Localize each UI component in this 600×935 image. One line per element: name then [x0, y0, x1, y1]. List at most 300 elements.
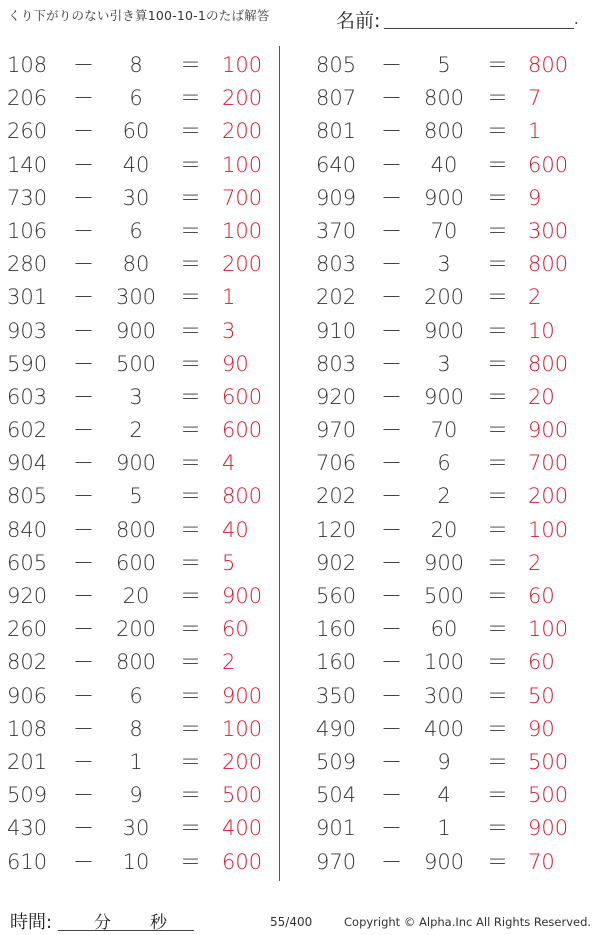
problem-row — [306, 514, 596, 547]
subtrahend: 300 — [115, 285, 157, 310]
equals-sign: ＝ — [487, 849, 508, 874]
answer: 20 — [528, 384, 555, 409]
problem-row — [0, 779, 278, 812]
subtrahend: 9 — [437, 749, 451, 774]
subtrahend: 60 — [430, 617, 458, 642]
minus-sign: － — [381, 716, 402, 741]
subtrahend: 800 — [115, 517, 157, 542]
equals-sign: ＝ — [180, 252, 201, 277]
problem-row — [306, 746, 596, 779]
page-number: 55/400 — [270, 915, 313, 929]
subtrahend: 8 — [129, 716, 143, 741]
minus-sign: － — [73, 318, 94, 343]
minuend: 350 — [316, 683, 357, 708]
minuend: 901 — [316, 816, 357, 841]
answer: 600 — [222, 384, 263, 409]
minus-sign: － — [73, 783, 94, 808]
answer: 70 — [528, 849, 555, 874]
minus-sign: － — [73, 550, 94, 575]
subtrahend: 900 — [115, 451, 157, 476]
equals-sign: ＝ — [180, 285, 201, 310]
subtrahend: 900 — [423, 318, 465, 343]
equals-sign: ＝ — [180, 351, 201, 376]
time-underline — [58, 930, 194, 931]
problem-row — [306, 613, 596, 646]
minuend: 490 — [316, 716, 357, 741]
problem-row — [0, 348, 278, 381]
minuend: 903 — [7, 318, 48, 343]
minute-label: 分 — [94, 913, 111, 933]
copyright: Copyright © Alpha.Inc All Rights Reserved. — [344, 915, 592, 929]
equals-sign: ＝ — [180, 451, 201, 476]
minuend: 301 — [7, 285, 48, 310]
minus-sign: － — [381, 86, 402, 111]
problem-row — [306, 381, 596, 414]
problem-row — [306, 779, 596, 812]
problem-row — [0, 281, 278, 314]
minus-sign: － — [73, 86, 94, 111]
subtrahend: 3 — [437, 252, 451, 277]
problem-row — [306, 812, 596, 845]
minus-sign: － — [73, 617, 94, 642]
answer: 60 — [528, 650, 555, 675]
equals-sign: ＝ — [180, 318, 201, 343]
subtrahend: 900 — [423, 849, 465, 874]
minus-sign: － — [381, 617, 402, 642]
minuend: 603 — [7, 384, 48, 409]
minuend: 106 — [7, 218, 48, 243]
column-divider — [279, 46, 280, 881]
problem-row — [0, 414, 278, 447]
subtrahend: 900 — [423, 384, 465, 409]
equals-sign: ＝ — [487, 53, 508, 77]
equals-sign: ＝ — [487, 185, 508, 210]
subtrahend: 3 — [437, 351, 451, 376]
equals-sign: ＝ — [180, 716, 201, 741]
answer: 500 — [528, 783, 569, 808]
problem-row — [0, 49, 278, 82]
answer: 40 — [222, 517, 249, 542]
subtrahend: 900 — [115, 318, 157, 343]
equals-sign: ＝ — [487, 152, 508, 177]
minus-sign: － — [381, 218, 402, 243]
equals-sign: ＝ — [487, 218, 508, 243]
answer: 800 — [528, 53, 569, 77]
minus-sign: － — [73, 119, 94, 144]
minus-sign: － — [73, 816, 94, 841]
minuend: 840 — [7, 517, 48, 542]
subtrahend: 900 — [423, 185, 465, 210]
minuend: 140 — [7, 152, 48, 177]
problem-row — [0, 315, 278, 348]
subtrahend: 30 — [122, 816, 150, 841]
problem-row — [0, 746, 278, 779]
equals-sign: ＝ — [487, 318, 508, 343]
equals-sign: ＝ — [487, 816, 508, 841]
subtrahend: 800 — [423, 86, 465, 111]
answer: 50 — [528, 683, 555, 708]
answer: 5 — [222, 550, 236, 575]
subtrahend: 200 — [115, 617, 157, 642]
minus-sign: － — [381, 451, 402, 476]
subtrahend: 300 — [423, 683, 465, 708]
subtrahend: 2 — [437, 484, 451, 509]
answer: 2 — [222, 650, 236, 675]
minuend: 202 — [316, 484, 357, 509]
time-label: 時間: — [10, 912, 53, 933]
answer: 700 — [528, 451, 569, 476]
answer: 100 — [222, 53, 263, 77]
minus-sign: － — [381, 252, 402, 277]
equals-sign: ＝ — [180, 849, 201, 874]
answer: 90 — [528, 716, 555, 741]
subtrahend: 40 — [430, 152, 458, 177]
answer: 800 — [528, 252, 569, 277]
equals-sign: ＝ — [487, 584, 508, 608]
minuend: 902 — [316, 550, 357, 575]
minus-sign: － — [73, 650, 94, 675]
minus-sign: － — [381, 351, 402, 376]
subtrahend: 900 — [423, 550, 465, 575]
problem-row — [306, 115, 596, 148]
subtrahend: 20 — [430, 517, 458, 542]
equals-sign: ＝ — [180, 816, 201, 841]
answer: 700 — [222, 185, 263, 210]
subtrahend: 70 — [430, 418, 458, 443]
minus-sign: － — [73, 716, 94, 741]
minuend: 280 — [7, 252, 48, 277]
minuend: 260 — [7, 617, 48, 642]
equals-sign: ＝ — [487, 418, 508, 443]
minuend: 602 — [7, 418, 48, 443]
answer: 500 — [528, 749, 569, 774]
minuend: 920 — [7, 584, 48, 608]
answer: 800 — [222, 484, 263, 509]
minus-sign: － — [73, 584, 94, 608]
equals-sign: ＝ — [487, 783, 508, 808]
minuend: 706 — [316, 451, 357, 476]
minus-sign: － — [381, 517, 402, 542]
equals-sign: ＝ — [487, 384, 508, 409]
minuend: 909 — [316, 185, 357, 210]
problem-row — [0, 182, 278, 215]
answer: 2 — [528, 285, 542, 310]
problem-row — [306, 182, 596, 215]
minus-sign: － — [73, 418, 94, 443]
minuend: 805 — [7, 484, 48, 509]
minus-sign: － — [73, 351, 94, 376]
answer: 1 — [222, 285, 236, 310]
answer: 100 — [528, 517, 569, 542]
minuend: 807 — [316, 86, 357, 111]
equals-sign: ＝ — [180, 218, 201, 243]
equals-sign: ＝ — [180, 650, 201, 675]
problem-row — [0, 215, 278, 248]
equals-sign: ＝ — [487, 716, 508, 741]
minus-sign: － — [381, 749, 402, 774]
minuend: 640 — [316, 152, 357, 177]
minus-sign: － — [381, 683, 402, 708]
problem-row — [306, 414, 596, 447]
subtrahend: 600 — [115, 550, 157, 575]
answer: 200 — [528, 484, 569, 509]
minus-sign: － — [73, 185, 94, 210]
minus-sign: － — [381, 119, 402, 144]
subtrahend: 1 — [437, 816, 451, 841]
problem-row — [0, 646, 278, 679]
answer: 100 — [222, 218, 263, 243]
subtrahend: 9 — [129, 783, 143, 808]
equals-sign: ＝ — [487, 749, 508, 774]
answer: 200 — [222, 252, 263, 277]
subtrahend: 500 — [115, 351, 157, 376]
minuend: 509 — [316, 749, 357, 774]
answer: 800 — [528, 351, 569, 376]
right-problem-column — [306, 49, 596, 879]
subtrahend: 800 — [423, 119, 465, 144]
subtrahend: 5 — [437, 53, 451, 77]
equals-sign: ＝ — [487, 683, 508, 708]
answer: 200 — [222, 119, 263, 144]
subtrahend: 6 — [129, 683, 143, 708]
problem-row — [306, 480, 596, 513]
problem-row — [306, 248, 596, 281]
subtrahend: 2 — [129, 418, 143, 443]
minuend: 370 — [316, 218, 357, 243]
equals-sign: ＝ — [180, 683, 201, 708]
minus-sign: － — [381, 484, 402, 509]
minus-sign: － — [73, 285, 94, 310]
subtrahend: 20 — [122, 584, 150, 608]
minus-sign: － — [381, 418, 402, 443]
problem-row — [0, 115, 278, 148]
minus-sign: － — [381, 152, 402, 177]
equals-sign: ＝ — [180, 418, 201, 443]
subtrahend: 40 — [122, 152, 150, 177]
name-label: 名前: — [336, 10, 381, 32]
minuend: 430 — [7, 816, 48, 841]
problem-row — [0, 713, 278, 746]
problem-row — [0, 447, 278, 480]
subtrahend: 10 — [122, 849, 150, 874]
problem-row — [306, 82, 596, 115]
answer: 900 — [222, 683, 263, 708]
subtrahend: 3 — [129, 384, 143, 409]
minuend: 730 — [7, 185, 48, 210]
equals-sign: ＝ — [180, 185, 201, 210]
equals-sign: ＝ — [487, 285, 508, 310]
left-problem-column — [0, 49, 278, 879]
subtrahend: 4 — [437, 783, 451, 808]
problem-row — [0, 613, 278, 646]
minuend: 906 — [7, 683, 48, 708]
problem-row — [306, 447, 596, 480]
equals-sign: ＝ — [487, 351, 508, 376]
answer: 200 — [222, 749, 263, 774]
minuend: 108 — [7, 53, 48, 77]
minus-sign: － — [73, 152, 94, 177]
equals-sign: ＝ — [487, 252, 508, 277]
minus-sign: － — [381, 584, 402, 608]
problem-row — [306, 149, 596, 182]
subtrahend: 6 — [129, 218, 143, 243]
problem-row — [0, 547, 278, 580]
answer: 600 — [528, 152, 569, 177]
minuend: 801 — [316, 119, 357, 144]
problem-row — [306, 680, 596, 713]
answer: 500 — [222, 783, 263, 808]
minuend: 108 — [7, 716, 48, 741]
equals-sign: ＝ — [180, 119, 201, 144]
answer: 600 — [222, 849, 263, 874]
problem-row — [306, 846, 596, 879]
problem-row — [0, 480, 278, 513]
answer: 90 — [222, 351, 249, 376]
subtrahend: 200 — [423, 285, 465, 310]
equals-sign: ＝ — [487, 484, 508, 509]
minus-sign: － — [381, 53, 402, 77]
minuend: 605 — [7, 550, 48, 575]
problem-row — [0, 514, 278, 547]
subtrahend: 70 — [430, 218, 458, 243]
problem-row — [306, 646, 596, 679]
answer: 2 — [528, 550, 542, 575]
minuend: 202 — [316, 285, 357, 310]
equals-sign: ＝ — [180, 749, 201, 774]
problem-row — [306, 281, 596, 314]
equals-sign: ＝ — [180, 152, 201, 177]
equals-sign: ＝ — [180, 53, 201, 77]
minuend: 260 — [7, 119, 48, 144]
minuend: 910 — [316, 318, 357, 343]
minus-sign: － — [381, 550, 402, 575]
problem-row — [0, 248, 278, 281]
second-label: 秒 — [150, 913, 167, 933]
problem-row — [0, 149, 278, 182]
minuend: 803 — [316, 351, 357, 376]
answer: 60 — [528, 584, 555, 608]
minuend: 120 — [316, 517, 357, 542]
problem-row — [306, 49, 596, 82]
name-dot: . — [574, 12, 579, 28]
answer: 60 — [222, 617, 249, 642]
minuend: 509 — [7, 783, 48, 808]
problem-row — [0, 580, 278, 613]
problem-row — [306, 580, 596, 613]
subtrahend: 80 — [122, 252, 150, 277]
answer: 400 — [222, 816, 263, 841]
answer: 600 — [222, 418, 263, 443]
minus-sign: － — [73, 252, 94, 277]
answer: 200 — [222, 86, 263, 111]
minuend: 802 — [7, 650, 48, 675]
minus-sign: － — [73, 451, 94, 476]
minuend: 504 — [316, 783, 357, 808]
answer: 1 — [528, 119, 542, 144]
equals-sign: ＝ — [180, 484, 201, 509]
subtrahend: 5 — [129, 484, 143, 509]
minuend: 160 — [316, 617, 357, 642]
subtrahend: 800 — [115, 650, 157, 675]
minuend: 590 — [7, 351, 48, 376]
subtrahend: 6 — [129, 86, 143, 111]
equals-sign: ＝ — [487, 86, 508, 111]
minuend: 201 — [7, 749, 48, 774]
subtrahend: 8 — [129, 53, 143, 77]
answer: 3 — [222, 318, 236, 343]
minus-sign: － — [381, 384, 402, 409]
subtrahend: 100 — [423, 650, 465, 675]
equals-sign: ＝ — [487, 650, 508, 675]
answer: 900 — [528, 418, 569, 443]
answer: 900 — [528, 816, 569, 841]
minuend: 610 — [7, 849, 48, 874]
minus-sign: － — [73, 484, 94, 509]
subtrahend: 500 — [423, 584, 465, 608]
equals-sign: ＝ — [180, 86, 201, 111]
minuend: 904 — [7, 451, 48, 476]
equals-sign: ＝ — [487, 617, 508, 642]
minuend: 160 — [316, 650, 357, 675]
equals-sign: ＝ — [180, 550, 201, 575]
answer: 100 — [222, 716, 263, 741]
problem-row — [0, 82, 278, 115]
subtrahend: 30 — [122, 185, 150, 210]
minus-sign: － — [73, 53, 94, 77]
minus-sign: － — [381, 650, 402, 675]
problem-row — [0, 381, 278, 414]
problem-row — [0, 846, 278, 879]
equals-sign: ＝ — [180, 617, 201, 642]
answer: 100 — [222, 152, 263, 177]
equals-sign: ＝ — [180, 783, 201, 808]
answer: 10 — [528, 318, 555, 343]
problem-row — [306, 348, 596, 381]
minuend: 206 — [7, 86, 48, 111]
problem-row — [306, 215, 596, 248]
minuend: 803 — [316, 252, 357, 277]
minus-sign: － — [73, 384, 94, 409]
subtrahend: 6 — [437, 451, 451, 476]
minus-sign: － — [73, 683, 94, 708]
equals-sign: ＝ — [180, 384, 201, 409]
equals-sign: ＝ — [487, 451, 508, 476]
minus-sign: － — [73, 749, 94, 774]
answer: 100 — [528, 617, 569, 642]
minuend: 970 — [316, 849, 357, 874]
minuend: 805 — [316, 53, 357, 77]
equals-sign: ＝ — [487, 517, 508, 542]
equals-sign: ＝ — [180, 584, 201, 608]
answer: 9 — [528, 185, 542, 210]
name-underline — [384, 28, 574, 29]
problem-row — [0, 680, 278, 713]
minus-sign: － — [381, 816, 402, 841]
minus-sign: － — [381, 285, 402, 310]
minus-sign: － — [381, 783, 402, 808]
minus-sign: － — [73, 517, 94, 542]
problem-row — [0, 812, 278, 845]
equals-sign: ＝ — [487, 119, 508, 144]
minus-sign: － — [381, 849, 402, 874]
minus-sign: － — [381, 318, 402, 343]
worksheet-title: くり下がりのない引き算100-10-1のたば解答 — [8, 8, 270, 23]
minuend: 920 — [316, 384, 357, 409]
minus-sign: － — [73, 849, 94, 874]
subtrahend: 400 — [423, 716, 465, 741]
minuend: 970 — [316, 418, 357, 443]
answer: 300 — [528, 218, 569, 243]
